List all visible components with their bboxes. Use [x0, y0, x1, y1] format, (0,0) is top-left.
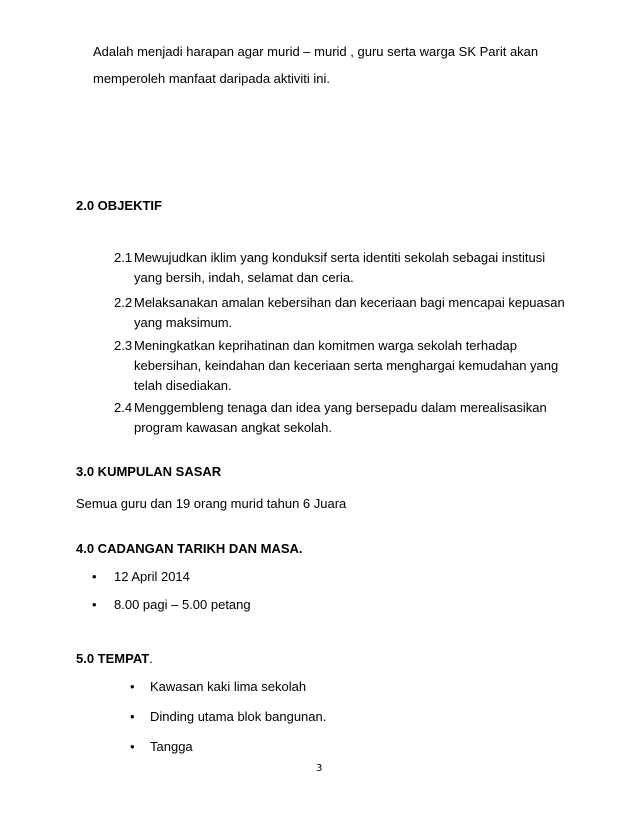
- objektif-item-number: 2.3: [114, 338, 133, 353]
- tempat-item-text: Dinding utama blok bangunan.: [150, 709, 327, 724]
- section-heading-tempat: [76, 651, 153, 666]
- objektif-item-number: 2.4: [114, 400, 133, 415]
- sasar-text: Semua guru dan 19 orang murid tahun 6 Juara: [76, 496, 347, 511]
- tempat-item-text: Kawasan kaki lima sekolah: [150, 679, 307, 694]
- bullet-icon: •: [130, 739, 135, 754]
- objektif-item-text: Meningkatkan keprihatinan dan komitmen warga sekolah terhadap kebersihan, keindahan dan keceriaan serta menghargai kemudahan yang telah disediakan.: [134, 338, 559, 393]
- tempat-heading-text: 5.0 TEMPAT: [76, 651, 150, 666]
- intro-line-2: memperoleh manfaat daripada aktiviti ini.: [93, 71, 331, 86]
- tempat-item-text: Tangga: [150, 739, 193, 754]
- bullet-icon: •: [130, 679, 135, 694]
- section-heading-objektif: 2.0 OBJEKTIF: [76, 198, 162, 213]
- page-number: 3: [316, 763, 323, 774]
- objektif-item-number: 2.2: [114, 295, 133, 310]
- section-heading-sasar: 3.0 KUMPULAN SASAR: [76, 464, 222, 479]
- section-heading-tarikh: 4.0 CADANGAN TARIKH DAN MASA.: [76, 541, 303, 556]
- intro-line-1: Adalah menjadi harapan agar murid – murid , guru serta warga SK Parit akan: [93, 44, 539, 59]
- objektif-item-text: Mewujudkan iklim yang konduksif serta identiti sekolah sebagai institusi yang bersih, indah, selamat dan ceria.: [134, 250, 546, 285]
- objektif-item-text: Menggembleng tenaga dan idea yang bersepadu dalam merealisasikan program kawasan angkat sekolah.: [134, 400, 547, 435]
- tempat-heading-suffix: .: [149, 651, 153, 666]
- objektif-item-text: Melaksanakan amalan kebersihan dan keceriaan bagi mencapai kepuasan yang maksimum.: [134, 295, 565, 330]
- bullet-icon: •: [130, 709, 135, 724]
- tarikh-item-text: 12 April 2014: [114, 569, 190, 584]
- tarikh-item-text: 8.00 pagi – 5.00 petang: [114, 597, 251, 612]
- objektif-item-number: 2.1: [114, 250, 133, 265]
- bullet-icon: •: [92, 597, 97, 612]
- bullet-icon: •: [92, 569, 97, 584]
